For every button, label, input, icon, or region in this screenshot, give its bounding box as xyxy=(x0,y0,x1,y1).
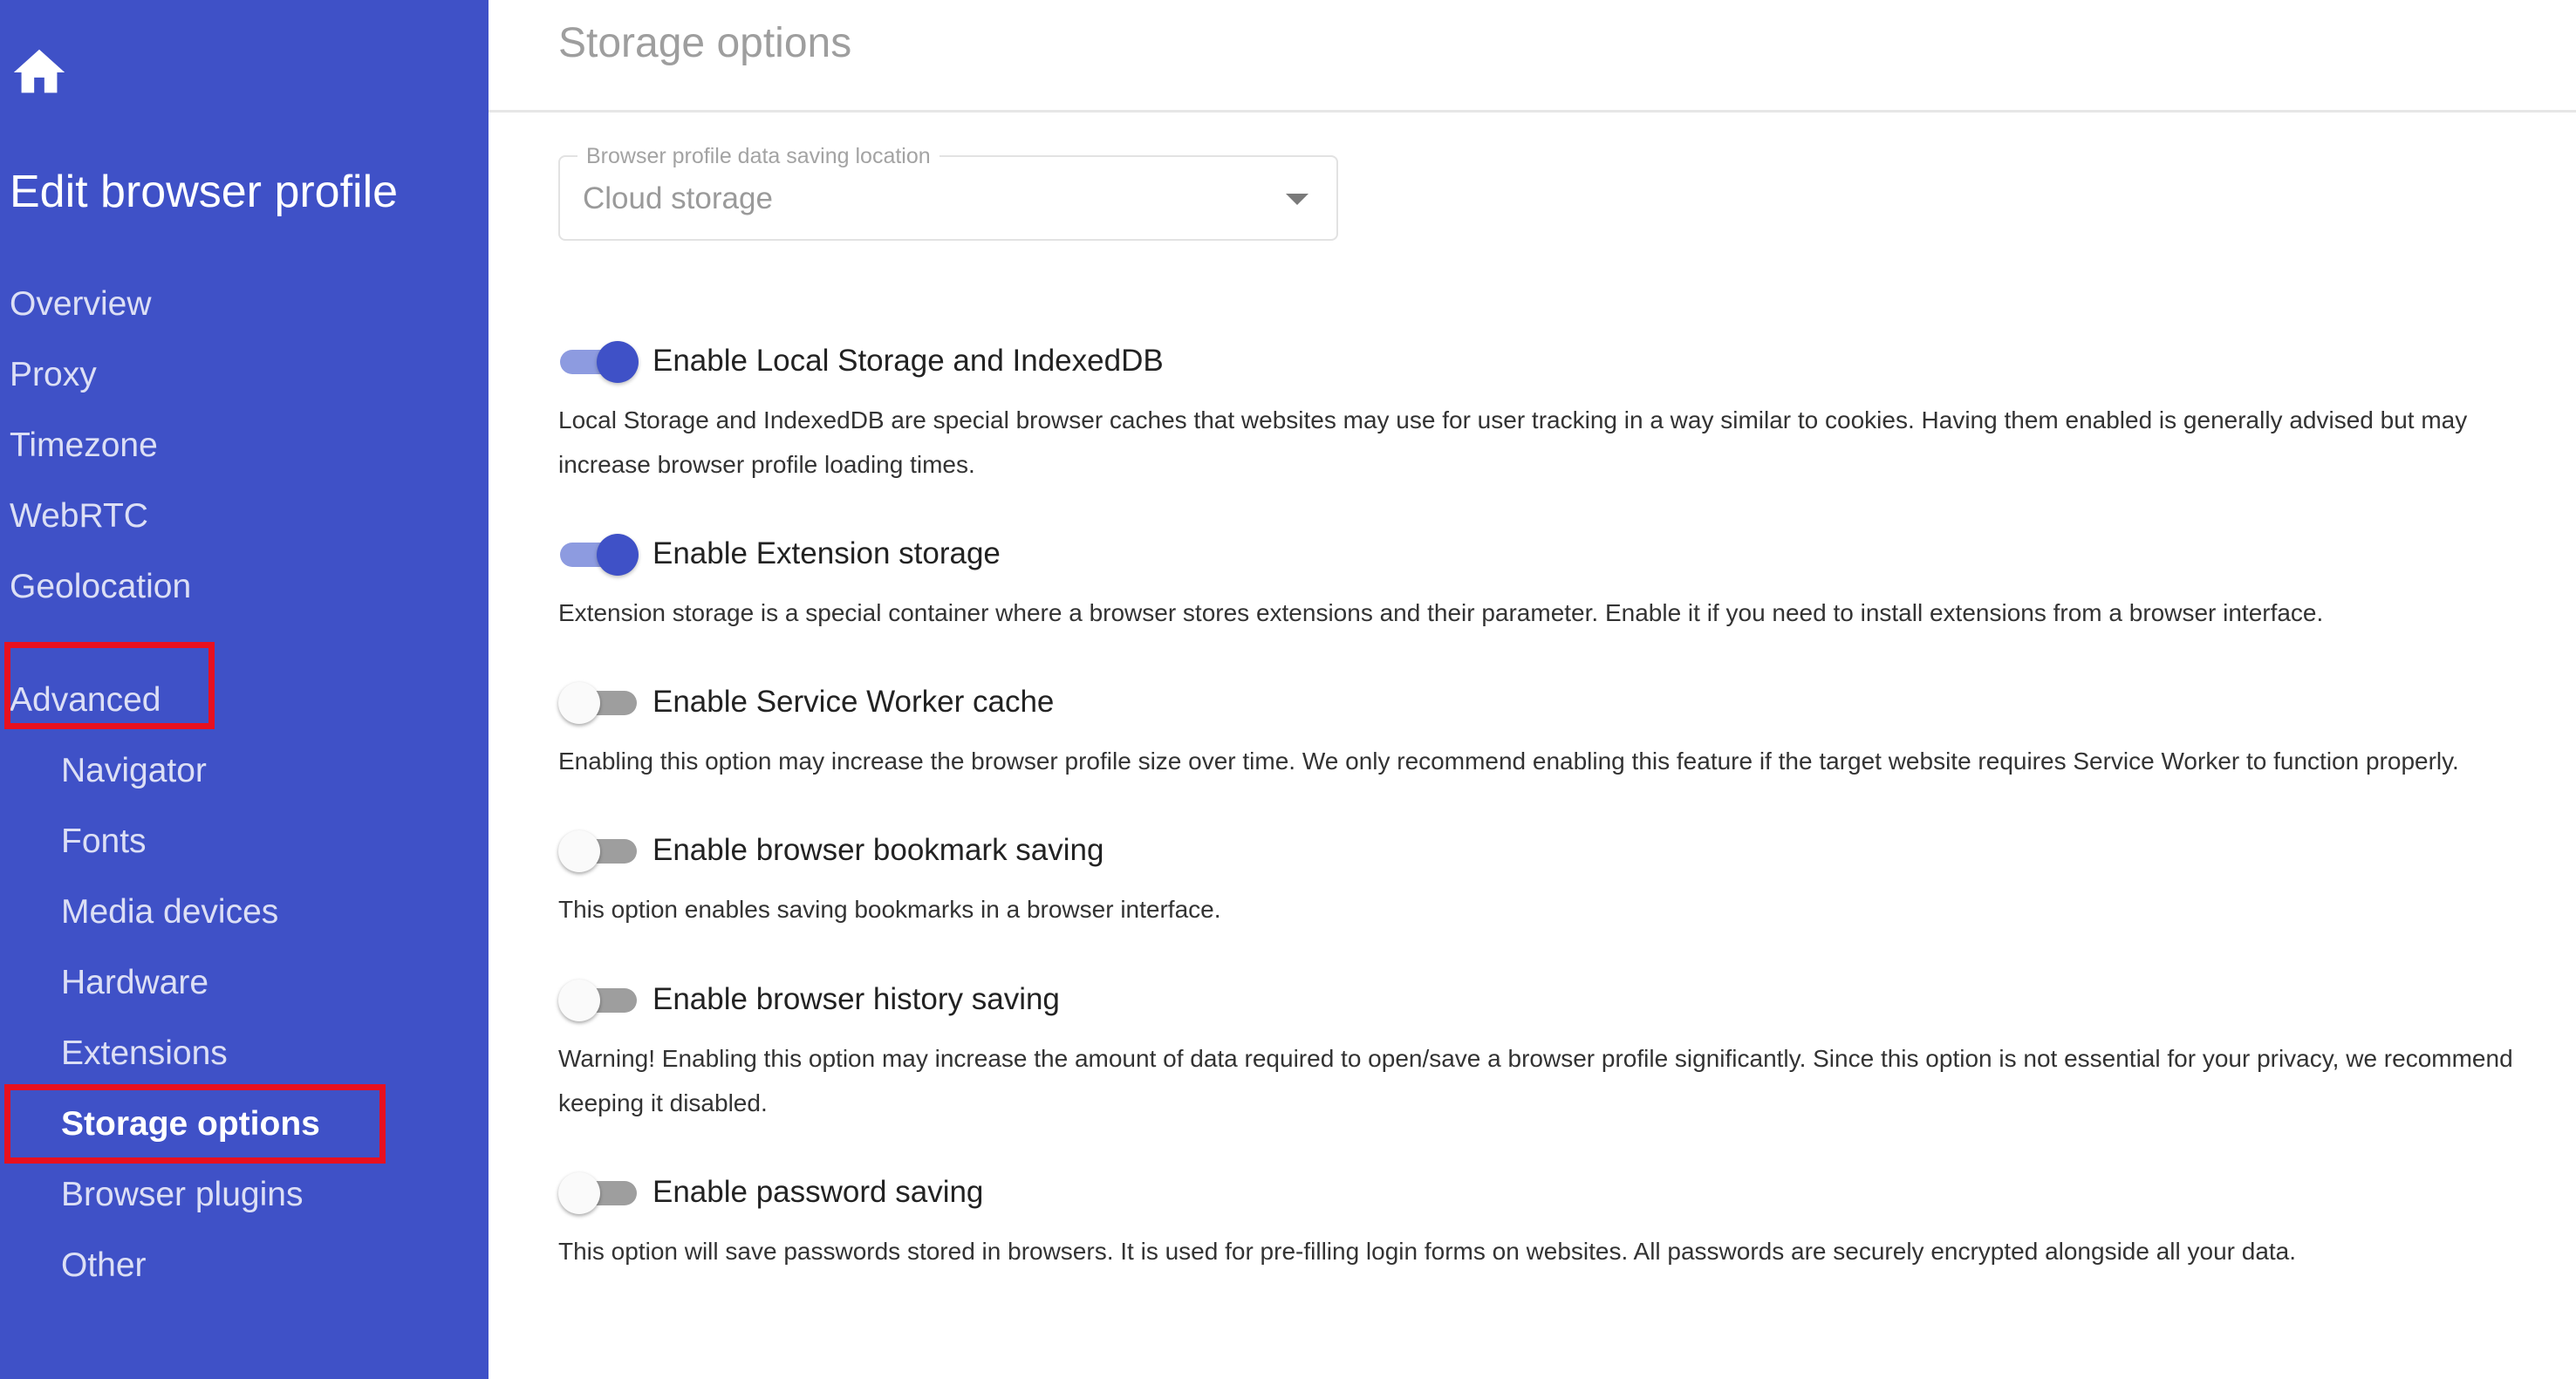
option-bookmark-saving xyxy=(558,824,2538,932)
option-title: Enable Local Storage and IndexedDB xyxy=(653,344,1164,378)
page-title: Storage options xyxy=(558,20,852,66)
header-divider xyxy=(489,110,2576,113)
extension-storage-toggle[interactable] xyxy=(558,531,639,577)
option-local-storage xyxy=(558,335,2538,487)
sidebar-item-fonts[interactable]: Fonts xyxy=(61,823,147,860)
sidebar-item-overview[interactable]: Overview xyxy=(10,285,152,323)
chevron-down-icon[interactable] xyxy=(1286,194,1308,205)
password-saving-toggle[interactable] xyxy=(558,1170,639,1215)
option-header xyxy=(558,973,2538,1026)
toggle-thumb xyxy=(558,682,600,724)
sidebar-item-navigator[interactable]: Navigator xyxy=(61,752,207,789)
local-storage-toggle[interactable] xyxy=(558,338,639,384)
sidebar-title: Edit browser profile xyxy=(10,167,399,217)
toggle-thumb xyxy=(597,341,639,383)
option-password-saving xyxy=(558,1166,2538,1273)
sidebar-item-advanced[interactable]: Advanced xyxy=(10,681,161,719)
main-content xyxy=(489,0,2576,1379)
option-header xyxy=(558,335,2538,387)
toggle-thumb xyxy=(558,980,600,1021)
data-location-select-label: Browser profile data saving location xyxy=(577,143,940,169)
option-title: Enable browser bookmark saving xyxy=(653,833,1104,867)
option-title: Enable browser history saving xyxy=(653,982,1060,1016)
option-extension-storage xyxy=(558,528,2538,635)
home-icon[interactable] xyxy=(7,42,72,103)
option-description: This option will save passwords stored in browsers. It is used for pre-filling login forms on websites. All passwords are securely encrypted alongside all your data. xyxy=(558,1238,2297,1265)
data-location-select-value: Cloud storage xyxy=(583,181,773,215)
sidebar-item-webrtc[interactable]: WebRTC xyxy=(10,497,148,535)
option-title: Enable Service Worker cache xyxy=(653,685,1055,719)
option-header xyxy=(558,676,2538,728)
option-description: Enabling this option may increase the browser profile size over time. We only recommend enabling this feature if the target website requires Service Worker to function properly. xyxy=(558,748,2459,775)
option-description: Local Storage and IndexedDB are special browser caches that websites may use for user tracking in a way similar to cookies. Having them enabled is generally advised but may increase browser profile loading times. xyxy=(558,406,2468,478)
option-header xyxy=(558,1166,2538,1219)
option-title: Enable password saving xyxy=(653,1175,984,1209)
option-history-saving xyxy=(558,973,2538,1125)
sidebar-item-extensions[interactable]: Extensions xyxy=(61,1034,228,1072)
service-worker-cache-toggle[interactable] xyxy=(558,679,639,725)
option-header xyxy=(558,824,2538,877)
sidebar xyxy=(0,0,489,1379)
sidebar-item-storage-options[interactable]: Storage options xyxy=(61,1105,320,1143)
option-title: Enable Extension storage xyxy=(653,536,1001,570)
sidebar-item-browser-plugins[interactable]: Browser plugins xyxy=(61,1176,304,1213)
sidebar-item-geolocation[interactable]: Geolocation xyxy=(10,568,192,605)
sidebar-item-media-devices[interactable]: Media devices xyxy=(61,893,279,931)
home-icon-glyph xyxy=(7,42,72,103)
bookmark-saving-toggle[interactable] xyxy=(558,828,639,873)
sidebar-item-other[interactable]: Other xyxy=(61,1246,147,1284)
toggle-thumb xyxy=(558,830,600,872)
history-saving-toggle[interactable] xyxy=(558,977,639,1022)
option-description: Extension storage is a special container where a browser stores extensions and their parameter. Enable it if you need to install extensions from a browser interface. xyxy=(558,599,2324,626)
sidebar-item-hardware[interactable]: Hardware xyxy=(61,964,209,1001)
option-header xyxy=(558,528,2538,580)
sidebar-item-timezone[interactable]: Timezone xyxy=(10,427,158,464)
toggle-thumb xyxy=(597,534,639,576)
option-service-worker-cache xyxy=(558,676,2538,783)
sidebar-item-proxy[interactable]: Proxy xyxy=(10,356,97,393)
data-location-select[interactable] xyxy=(558,144,1338,241)
option-description: This option enables saving bookmarks in a browser interface. xyxy=(558,896,1221,923)
option-description: Warning! Enabling this option may increase the amount of data required to open/save a browser profile significantly. Since this option is not essential for your privacy, we recommend keeping it disabled. xyxy=(558,1045,2513,1116)
toggle-thumb xyxy=(558,1172,600,1214)
